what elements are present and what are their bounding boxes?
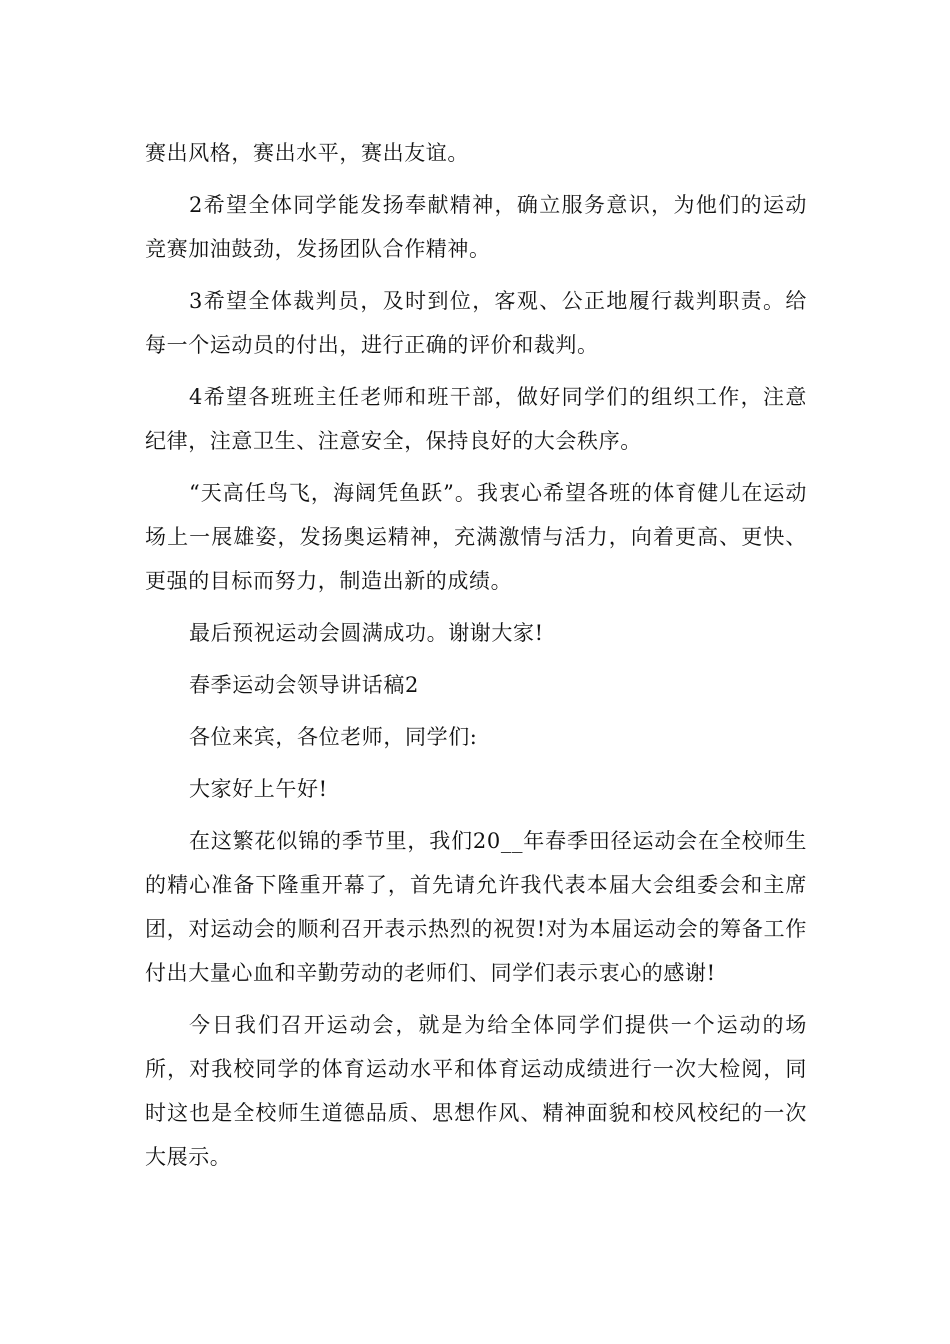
paragraph-item-3: 3希望全体裁判员，及时到位，客观、公正地履行裁判职责。给每一个运动员的付出，进行正确的评价和裁判。: [145, 289, 807, 357]
paragraph-salutation: 各位来宾，各位老师，同学们:: [189, 725, 478, 749]
section-title: 春季运动会领导讲话稿2: [189, 673, 419, 697]
paragraph-closing: 最后预祝运动会圆满成功。谢谢大家!: [189, 621, 544, 645]
paragraph-quote: “天高任鸟飞，海阔凭鱼跃”。我衷心希望各班的体育健儿在运动场上一展雄姿，发扬奥运精神，充满激情与活力，向着更高、更快、更强的目标而努力，制造出新的成绩。: [145, 481, 807, 593]
paragraph-continuation: 赛出风格，赛出水平，赛出友谊。: [145, 141, 469, 165]
paragraph-purpose: 今日我们召开运动会，就是为给全体同学们提供一个运动的场所，对我校同学的体育运动水平和体育运动成绩进行一次大检阅，同时这也是全校师生道德品质、思想作风、精神面貌和校风校纪的一次大展示。: [145, 1013, 807, 1169]
document-body: [145, 131, 807, 1187]
paragraph-opening: 在这繁花似锦的季节里，我们20__年春季田径运动会在全校师生的精心准备下隆重开幕了，首先请允许我代表本届大会组委会和主席团，对运动会的顺利召开表示热烈的祝贺!对为本届运动会的筹备工作付出大量心血和辛勤劳动的老师们、同学们表示衷心的感谢!: [145, 829, 807, 985]
paragraph-item-4: 4希望各班班主任老师和班干部，做好同学们的组织工作，注意纪律，注意卫生、注意安全，保持良好的大会秩序。: [145, 385, 807, 453]
paragraph-greeting: 大家好上午好!: [189, 777, 328, 801]
paragraph-item-2: 2希望全体同学能发扬奉献精神，确立服务意识，为他们的运动竞赛加油鼓劲，发扬团队合作精神。: [145, 193, 807, 261]
